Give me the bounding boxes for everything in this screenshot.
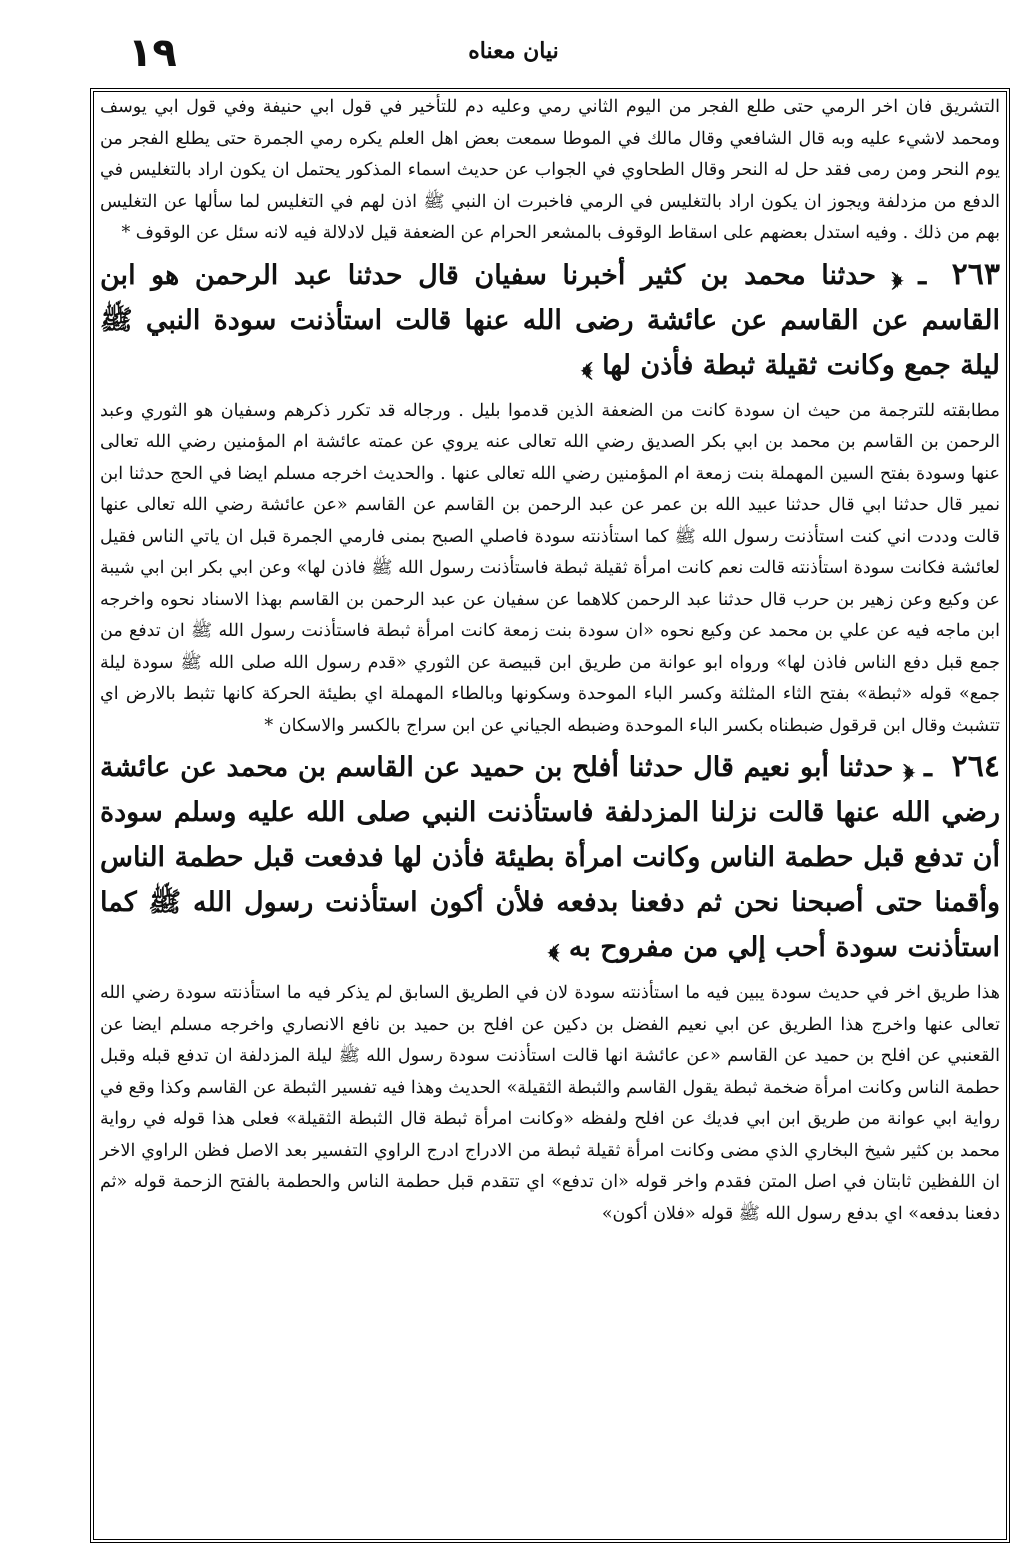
hadith-text: ـ ﴿ حدثنا أبو نعيم قال حدثنا أفلح بن حميد عن القاسم بن محمد عن عائشة رضي الله عنها قالت نزلنا المزدلفة فاستأذنت النبي صلى الله عليه وسلم سودة أن تدفع قبل حطمة الناس وكانت امرأة بطيئة فأذن لها فدفعت قبل حطمة الناس وأقمنا حتى أصبحنا نحن ثم دفعنا بدفعه فلأن أكون استأذنت رسول الله ﷺ كما استأذنت سودة أحب إلي من مفروح به ﴾ xyxy=(100,752,1000,963)
main-text xyxy=(100,92,1000,1230)
commentary-paragraph-3: هذا طريق اخر في حديث سودة يبين فيه ما استأذنته سودة لان في الطريق السابق لم يذكر فيه ما استأذنته سودة رضي الله تعالى عنها واخرج هذا الطريق عن ابي نعيم الفضل بن دكين عن افلح بن حميد بن نافع الانصاري واخرجه مسلم ايضا عن القعنبي عن افلح بن حميد عن القاسم «عن عائشة انها قالت استأذنت سودة رسول الله ﷺ ليلة المزدلفة ان تدفع قبله وقبل حطمة الناس وكانت امرأة ضخمة ثبطة يقول القاسم والثبطة الثقيلة» الحديث وهذا فيه تفسير الثبطة عن القاسم وكذا وقع في رواية ابي عوانة من طريق ابن ابي فديك عن افلح ولفظه «وكانت امرأة ثبطة قال الثبطة الثقيلة» فعلى هذا قوله في رواية محمد بن كثير شيخ البخاري الذي مضى وكانت امرأة ثقيلة ثبطة من الادراج ادرج الراوي التفسير بعد الاصل فظن الراوي الاخر ان اللفظين ثابتان في اصل المتن فقدم واخر قوله «ان تدفع» اي تتقدم قبل حطمة الناس والحطمة بالفتح الزحمة قوله «ثم دفعنا بدفعه» اي بدفع رسول الله ﷺ قوله «فلان أكون» xyxy=(100,983,1000,1224)
commentary-paragraph-1: التشريق فان اخر الرمي حتى طلع الفجر من اليوم الثاني رمي وعليه دم للتأخير في قول ابي حنيفة وفي قول ابي يوسف ومحمد لاشيء عليه وبه قال الشافعي وقال مالك في الموطا سمعت بعض اهل العلم يكره رمي الجمرة حتى يطلع الفجر من يوم النحر ومن رمى فقد حل له النحر وقال الطحاوي في الجواب عن حديث اسماء المذكور يحتمل ان يكون اراد بالتغليس في الدفع من مزدلفة ويجوز ان يكون اراد بالتغليس في الرمي فاخبرت ان النبي ﷺ اذن لهم في التغليس لما سألها عن التغليس بهم من ذلك . وفيه استدل بعضهم على اسقاط الوقوف بالمشعر الحرام عن الضعفة قيل لادلالة فيه لانه سئل عن الوقوف * xyxy=(100,97,1000,243)
hadith-number: ٢٦٣ xyxy=(951,256,1000,292)
commentary-paragraph-2: مطابقته للترجمة من حيث ان سودة كانت من الضعفة الذين قدموا بليل . ورجاله قد تكرر ذكرهم وسفيان هو الثوري وعبد الرحمن بن القاسم بن محمد بن ابي بكر الصديق رضي الله تعالى عنه يروي عن عمته عائشة ام المؤمنين رضي الله تعالى عنها وسودة بفتح السين المهملة بنت زمعة ام المؤمنين رضي الله تعالى عنها . والحديث اخرجه مسلم ايضا في الحج حدثنا ابن نمير قال حدثنا ابي قال حدثنا عبيد الله بن عمر عن عبد الرحمن بن القاسم عن القاسم «عن عائشة رضي الله تعالى عنها قالت وددت اني كنت استأذنت رسول الله ﷺ كما استأذنته سودة فاصلي الصبح بمنى فارمي الجمرة قبل ان ياتي الناس فقيل لعائشة فكانت سودة استأذنته قالت نعم كانت امرأة ثقيلة ثبطة فاستأذنت رسول الله ﷺ فاذن لها» وعن ابي بكر ابن ابي شيبة عن وكيع وعن زهير بن حرب قال حدثنا عبد الرحمن كلاهما عن سفيان عن عبد الرحمن بن القاسم بهذا الاسناد نحوه واخرجه ابن ماجه فيه عن علي بن محمد عن وكيع نحوه «ان سودة بنت زمعة كانت امرأة ثبطة فاستأذنت رسول الله ﷺ ان تدفع من جمع قبل دفع الناس فاذن لها» ورواه ابو عوانة من طريق ابن قبيصة عن الثوري «قدم رسول الله صلى الله ﷺ سودة ليلة جمع» قوله «ثبطة» بفتح الثاء المثلثة وكسر الباء الموحدة وسكونها وبالطاء المهملة اي بطيئة الحركة كانها تثبط بالارض اي تتشبث وقال ابن قرقول ضبطناه بكسر الباء الموحدة وضبطه الجياني عن ابن سراج بالكسر والاسكان * xyxy=(100,400,1000,736)
hadith-text: ـ ﴿ حدثنا محمد بن كثير أخبرنا سفيان قال حدثنا عبد الرحمن هو ابن القاسم عن القاسم عن عائشة رضى الله عنها قالت استأذنت سودة النبي ﷺ ليلة جمع وكانت ثقيلة ثبطة فأذن لها ﴾ xyxy=(100,259,1000,381)
page-title: نيان معناه xyxy=(468,38,559,64)
hadith-263 xyxy=(100,252,1000,388)
page-number: ١٩ xyxy=(128,30,177,76)
hadith-number: ٢٦٤ xyxy=(951,749,1000,784)
hadith-264 xyxy=(100,744,1000,970)
